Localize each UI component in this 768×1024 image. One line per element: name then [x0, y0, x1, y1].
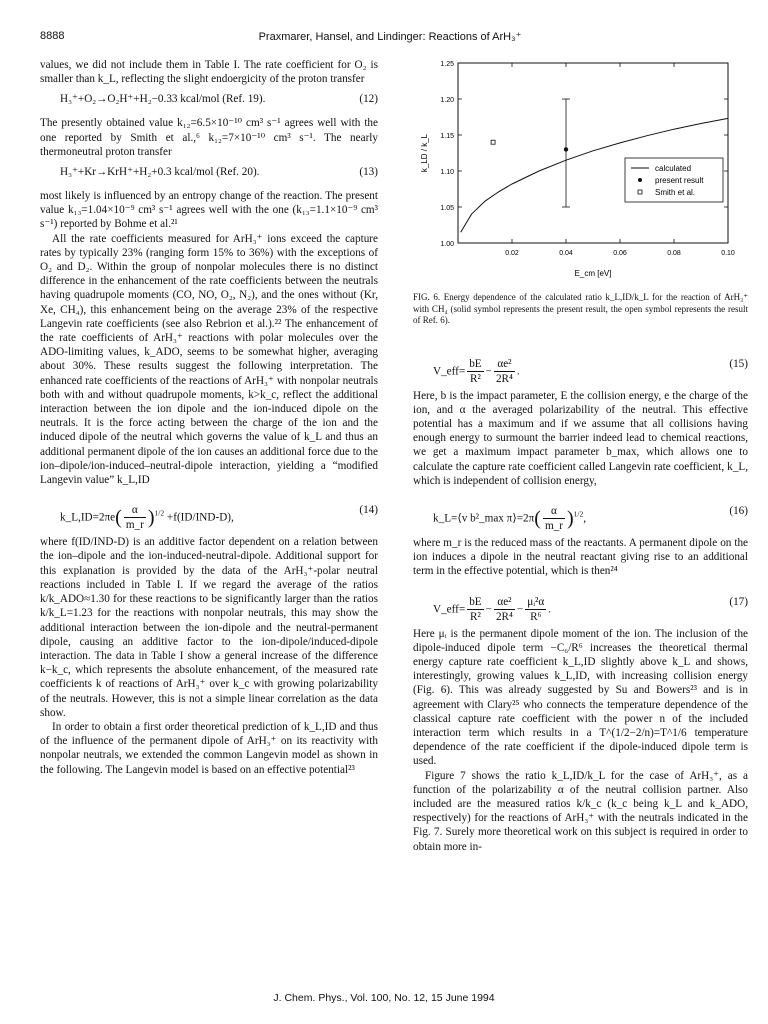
y-tick-label: 1.15 [440, 133, 454, 140]
numerator: bE [467, 595, 483, 610]
numerator: αe² [494, 357, 515, 372]
legend-label-present-result: present result [655, 176, 704, 185]
legend-open-square-symbol [638, 190, 642, 194]
fraction [124, 503, 146, 532]
y-tick-label: 1.10 [440, 169, 454, 176]
paragraph: Here, b is the impact parameter, E the collision energy, e the charge of the ion, and α the averaged polarizability of the neutral. This effective potential has a maximum and if we assume that all collisions having enough energy to surmount the barrier indeed lead to chemical reactions, we get a maximum impact parameter b_max, which allows one to calculate the capture rate coefficient called Langevin rate coefficient, k_L, which is independent of collision energy, [413, 389, 748, 487]
denominator: R² [470, 372, 481, 385]
paragraph: Here μᵢ is the permanent dipole moment of the ion. The inclusion of the dipole-induced dipole term −C₆/R⁶ increases the theoretical thermal energy capture rate coefficient k_L,ID slightly above k_L and shows, interestingly, growing values k_L,ID, with increasing collision energy (Fig. 6). This was already suggested by Su and Bowers²³ and is in agreement with Clary²⁵ who connects the temperature dependence of the classical capture rate coefficient with the power n of the included interaction term which results in a T^(1/2−2/n)=T^1/6 temperature dependence of the rate coefficient if the dipole-induced dipole term is used. [413, 627, 748, 768]
paren: ( [115, 506, 122, 529]
equation-number: (16) [729, 504, 748, 517]
denominator: m_r [125, 519, 144, 532]
equation-number: (15) [729, 357, 748, 370]
figure-caption: FIG. 6. Energy dependence of the calculated ratio k_L,ID/k_L for the reaction of ArH₃⁺ with CH₄ (solid symbol represents the present result, the open symbol represents the result of Ref. 6). [413, 292, 748, 325]
fraction [494, 357, 515, 386]
fraction [467, 595, 483, 624]
legend [625, 158, 723, 202]
eq-end: , [583, 512, 587, 525]
x-axis-label: E_cm [eV] [574, 269, 612, 278]
legend-filled-circle-symbol [638, 178, 642, 182]
equation-body [433, 357, 520, 386]
paragraph: In order to obtain a first order theoretical prediction of k_L,ID and thus of the influence of the permanent dipole of ArH₃⁺ on its reactivity with nonpolar neutrals, we extended the common Langevin model as shown in the following. The Langevin model is based on an effective potential²³ [40, 720, 378, 776]
denominator: 2R⁴ [495, 610, 513, 623]
legend-label-calculated: calculated [655, 164, 692, 173]
paragraph: Figure 7 shows the ratio k_L,ID/k_L for the case of ArH₃⁺, as a function of the polarizability α of the neutral collision partner. Also included are the measured ratios k/k_c (k_c being k_L and k_ADO, respectively) for the reactions of ArH₃⁺ with the neutrals indicated in the Fig. 7. Surely more theoretical work on this subject is required in order to obtain more in- [413, 769, 748, 853]
equation-number: (14) [359, 504, 378, 517]
page-footer: J. Chem. Phys., Vol. 100, No. 12, 15 June 1994 [273, 992, 495, 1004]
plot-frame [458, 63, 728, 243]
left-column [40, 58, 378, 777]
eq-lhs: k_L,ID=2πe [60, 511, 116, 524]
equation-17 [413, 585, 748, 621]
paragraph: most likely is influenced by an entropy change of the reaction. The present value k₁₃=1.04×10⁻⁹ cm³ s⁻¹ agrees well with the one (k₁₃=1.1×10⁻⁹ cm³ s⁻¹) reported by Bohme et al.²¹ [40, 190, 378, 231]
x-tick-label: 0.10 [721, 250, 735, 257]
paren: ) [147, 506, 155, 529]
right-column [413, 58, 748, 854]
numerator: αe² [494, 595, 515, 610]
paragraph: The presently obtained value k₁₂=6.5×10⁻¹⁰ cm³ s⁻¹ agrees well with the one reported by Smith et al.,⁶ k₁₂=7×10⁻¹⁰ cm³ s⁻¹. The nearly thermoneutral proton transfer [40, 117, 378, 158]
y-tick-label: 1.25 [440, 61, 454, 68]
exponent: 1/2 [573, 509, 584, 519]
x-tick-label: 0.02 [505, 250, 519, 257]
equation-12 [40, 92, 378, 110]
paragraph: where m_r is the reduced mass of the reactants. A permanent dipole on the ion induces a dipole in the neutral reactant giving rise to an additional term in the effective potential, which is then²⁴ [413, 536, 748, 578]
equation-13 [40, 165, 378, 183]
equation-body [433, 504, 586, 533]
data-point-present-result [564, 147, 568, 151]
fraction [467, 357, 483, 386]
equation-16 [413, 494, 748, 533]
x-tick-label: 0.08 [667, 250, 681, 257]
equation-number: (17) [729, 595, 748, 608]
eq-rhs: +f(ID/IND-D), [166, 511, 234, 524]
eq-lhs: V_eff= [433, 364, 466, 377]
operator: − [516, 602, 524, 615]
x-tick-label: 0.04 [559, 250, 573, 257]
exponent: 1/2 [154, 508, 165, 518]
paragraph: All the rate coefficients measured for ArH₃⁺ ions exceed the capture rates by typically 23% (ranging form 15% to 36%) with the exceptions of O₂ and D₂. Within the group of nonpolar molecules there is no distinct difference in the enhancement of the rate coefficients between the neutrals having quadrupole moments (CO, NO, O₂, N₂), and the ones without (Kr, Xe, CH₄), this enhancement being on the average 23% of the respective Langevin rate coefficients (see also Rebrion et al.).²² The enhancement of the rate coefficients of ArH₃⁺ reactions with polar molecules over the ADO-limiting values, k_ADO, seems to be somewhat higher, averaging about 30%. These results suggest the following interpretation. The enhanced rate coefficients of the reactions of ArH₃⁺ with nonpolar neutrals both with and without quadrupole moments, k>k_c, reflect the additional interaction between the ion dipole and the ion-induced dipole on the neutrals. It is the force acting between the charge of the ion and the induced dipole of the neutral which governs the value of k_L and thus an additional permanent dipole of the ion causes an additional force due to the ion–dipole/ion-induced–neutral-dipole interaction, yielding a “modified Langevin value” k_L,ID [40, 232, 378, 487]
eq-lhs: V_eff= [433, 602, 466, 615]
eq-end: . [548, 602, 552, 615]
running-title: Praxmarer, Hansel, and Lindinger: Reactions of ArH₃⁺ [258, 31, 522, 43]
denominator: m_r [544, 520, 563, 533]
y-tick-label: 1.05 [440, 205, 454, 212]
y-tick-label: 1.00 [440, 241, 454, 248]
x-tick-label: 0.06 [613, 250, 627, 257]
fraction [494, 595, 515, 624]
paragraph: values, we did not include them in Table I. The rate coefficient for O₂ is smaller than k_L, reflecting the slight endoergicity of the proton transfer [40, 59, 378, 86]
eq-end: . [516, 364, 520, 377]
denominator: R² [470, 610, 481, 623]
page-header [40, 30, 740, 44]
chart-svg [413, 58, 748, 286]
equation-15 [413, 347, 748, 383]
equation-body: H₃⁺+Kr→KrH⁺+H₂+0.3 kcal/mol (Ref. 20). [60, 166, 260, 179]
equation-number: (13) [359, 166, 378, 179]
legend-label-smith: Smith et al. [655, 188, 696, 197]
y-axis-label: k_LD / k_L [420, 133, 429, 173]
denominator: R⁶ [530, 610, 542, 623]
numerator: α [124, 503, 146, 518]
data-point-smith [491, 140, 495, 144]
operator: − [485, 364, 492, 377]
paren: ) [566, 507, 574, 530]
equation-body [60, 503, 234, 532]
numerator: μᵢ²α [525, 595, 546, 610]
equation-number: (12) [359, 93, 378, 106]
paren: ( [534, 507, 541, 530]
denominator: 2R⁴ [495, 372, 513, 385]
eq-lhs: k_L=⟨v b²_max π⟩=2π [433, 512, 535, 525]
figure-6 [413, 58, 748, 286]
page-number: 8888 [40, 30, 65, 42]
operator: − [485, 602, 492, 615]
fraction [543, 504, 565, 533]
equation-14 [40, 493, 378, 532]
y-tick-label: 1.20 [440, 97, 454, 104]
fraction [525, 595, 546, 624]
numerator: bE [467, 357, 483, 372]
numerator: α [543, 504, 565, 519]
equation-body [433, 595, 551, 624]
paragraph: where f(ID/IND-D) is an additive factor dependent on a relation between the ion–dipole and the ion-induced-neutral-dipole. Additional support for this explanation is provided by the data of the ArH₃⁺-polar neutral reactions included in Table I. If we regard the average of the ratios k/k_ADO≈1.30 for these reactions to be significantly larger than the ratios k/k_L=1.23 for the reactions with nonpolar neutrals, this may show the additional interaction between the ion-dipole and the neutral-permanent dipole, causing an additive factor to the ion-dipole/induced-dipole interaction. The data in Table I show a general increase of the difference k−k_c, which represents the absolute enhancement, of the measured rate coefficients k of reactions of ArH₃⁺ over k_c with growing polarizability of the neutrals. However, this is not a simple linear correlation as the data show. [40, 536, 378, 719]
equation-body: H₃⁺+O₂→O₂H⁺+H₂−0.33 kcal/mol (Ref. 19). [60, 93, 266, 106]
